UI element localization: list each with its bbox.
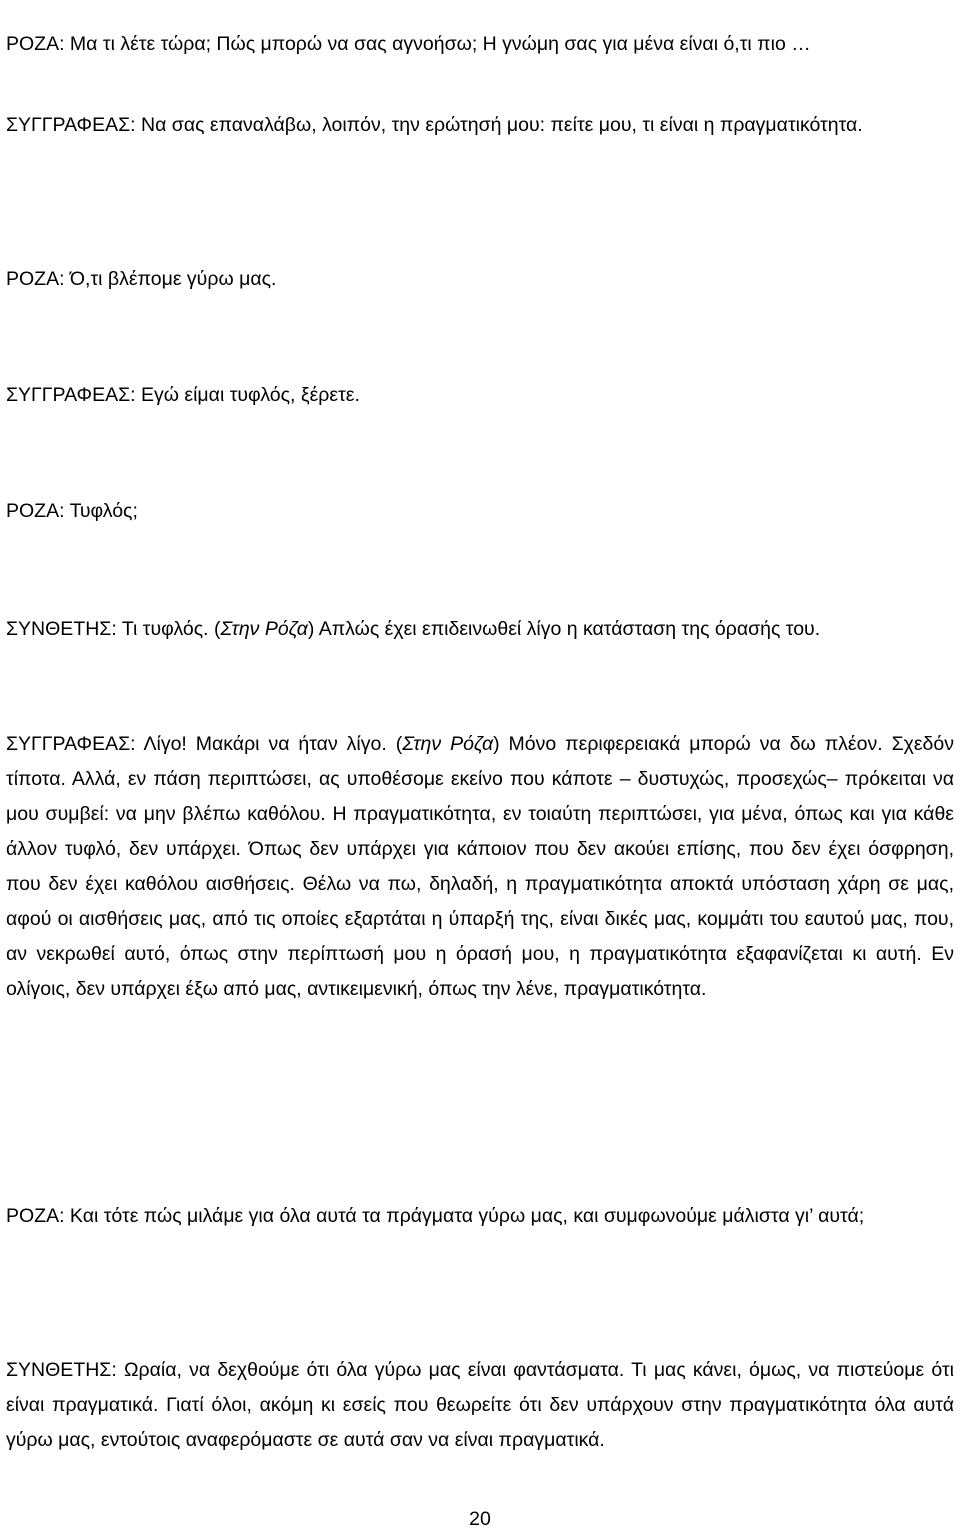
dialogue-paragraph [6, 612, 954, 647]
dialogue-paragraph [6, 727, 954, 1007]
speaker-label: ΣΥΓΓΡΑΦΕΑΣ: [6, 384, 136, 406]
dialogue-text: Ό,τι βλέπομε γύρω μας. [64, 268, 277, 290]
speaker-label: ΣΥΝΘΕΤΗΣ: [6, 1359, 117, 1381]
speaker-label: ΡΟΖΑ: [6, 500, 65, 522]
dialogue-text: Λίγο! Μακάρι να ήταν λίγο. ( [135, 733, 403, 755]
speaker-label: ΣΥΝΘΕΤΗΣ: [6, 618, 117, 640]
dialogue-paragraph [6, 494, 954, 529]
dialogue-text: Εγώ είμαι τυφλός, ξέρετε. [135, 384, 360, 406]
dialogue-text: Και τότε πώς μιλάμε για όλα αυτά τα πράγματα γύρω μας, και συμφωνούμε μάλιστα γι’ αυτά; [64, 1205, 865, 1227]
speaker-label: ΡΟΖΑ: [6, 268, 65, 290]
stage-direction: Στην Ρόζα [402, 733, 494, 755]
dialogue-text: Τι τυφλός. ( [116, 618, 221, 640]
dialogue-paragraph [6, 262, 954, 297]
speaker-label: ΣΥΓΓΡΑΦΕΑΣ: [6, 733, 136, 755]
dialogue-text: Να σας επαναλάβω, λοιπόν, την ερώτησή μου: πείτε μου, τι είναι η πραγματικότητα. [135, 114, 863, 136]
dialogue-text: ) Μόνο περιφερειακά μπορώ να δω πλέον. Σχεδόν τίποτα. Αλλά, εν πάση περιπτώσει, ας υποθέσομε εκείνο που κάποτε – δυστυχώς, προσεχώς– πρόκειται να μου συμβεί: να μην βλέπω καθόλου. Η πραγματικότητα, εν τοιαύτη περιπτώσει, για μένα, όπως και για κάθε άλλον τυφλό, δεν υπάρχει. Όπως δεν υπάρχει για κάποιον που δεν ακούει επίσης, που δεν έχει όσφρηση, που δεν έχει καθόλου αισθήσεις. Θέλω να πω, δηλαδή, η πραγματικότητα αποκτά υπόσταση χάρη σε μας, αφού οι αισθήσεις μας, από τις οποίες εξαρτάται η ύπαρξή της, είναι δικές μας, κομμάτι του εαυτού μας, που, αν νεκρωθεί αυτό, όπως στην περίπτωσή μου η όρασή μου, η πραγματικότητα εξαφανίζεται κι αυτή. Εν ολίγοις, δεν υπάρχει έξω από μας, αντικειμενική, όπως την λένε, πραγματικότητα. [6, 733, 954, 1000]
speaker-label: ΣΥΓΓΡΑΦΕΑΣ: [6, 114, 136, 136]
document-page [6, 0, 954, 1532]
page-number: 20 [469, 1508, 491, 1530]
dialogue-text: ) Απλώς έχει επιδεινωθεί λίγο η κατάσταση της όρασής του. [307, 618, 821, 640]
speaker-label: ΡΟΖΑ: [6, 33, 65, 55]
dialogue-paragraph [6, 108, 954, 143]
dialogue-text: Μα τι λέτε τώρα; Πώς μπορώ να σας αγνοήσω; Η γνώμη σας για μένα είναι ό,τι πιο … [64, 33, 811, 55]
dialogue-paragraph [6, 1353, 954, 1458]
dialogue-paragraph [6, 27, 954, 62]
speaker-label: ΡΟΖΑ: [6, 1205, 65, 1227]
dialogue-paragraph [6, 1199, 954, 1234]
stage-direction: Στην Ρόζα [220, 618, 308, 640]
dialogue-paragraph [6, 378, 954, 413]
dialogue-text: Τυφλός; [64, 500, 138, 522]
dialogue-text: Ωραία, να δεχθούμε ότι όλα γύρω μας είναι φαντάσματα. Τι μας κάνει, όμως, να πιστεύομε ότι είναι πραγματικά. Γιατί όλοι, ακόμη κι εσείς που θεωρείτε ότι δεν υπάρχουν στην πραγματικότητα όλα αυτά γύρω μας, εντούτοις αναφερόμαστε σε αυτά σαν να είναι πραγματικά. [6, 1359, 954, 1451]
